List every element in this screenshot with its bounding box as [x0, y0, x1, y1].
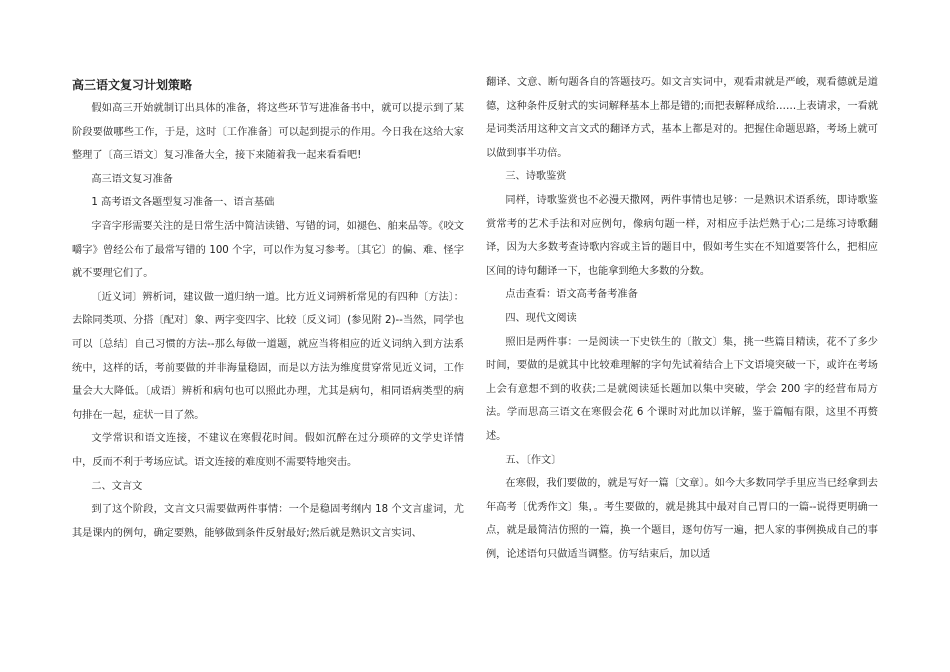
- paragraph: 字音字形需要关注的是日常生活中简洁读错、写错的词，如褪色、舶来品等。《咬文嚼字》曾经公布了最常写错的 100 个字，可以作为复习参考。〔其它〕的偏、难、怪字就不要理它们了。: [72, 220, 464, 280]
- section-heading: 二、文言文: [91, 480, 143, 492]
- section-heading: 五、〔作文〕: [505, 454, 562, 466]
- section-heading: 四、现代文阅读: [505, 312, 577, 324]
- right-column: [486, 0, 878, 566]
- paragraph: 〔近义词〕辨析词，建议做一道归纳一道。比方近义词辨析常见的有四种〔方法〕：去除同类项、分搭〔配对〕象、两字变四字、比较〔反义词〕(参见附 2)--当然，同学也可以〔总结〕自己习惯的方法--那么每做一道题，就应当将相应的近义词纳入到方法系统中，这样的话，考前要做的并非海量稳固，而是以方法为维度贯穿常见近义词，工作量会大大降低。〔成语〕辨析和病句也可以照此办理，尤其是病句，相同语病类型的病句排在一起，症状一目了然。: [72, 291, 464, 421]
- section-heading: 1 高考语文各题型复习准备一、语言基础: [91, 197, 275, 209]
- link-text: 点击查看：语文高考备考准备: [505, 289, 638, 301]
- section-heading: 高三语文复习准备: [91, 173, 173, 185]
- paragraph: 假如高三开始就制订出具体的准备，将这些环节写进准备书中，就可以提示到了某阶段要做哪些工作，于是，这时〔工作准备〕可以起到提示的作用。今日我在这给大家整理了〔高三语文〕复习准备大全，接下来随着我一起来看看吧!: [72, 103, 464, 162]
- section-heading: 三、诗歌鉴赏: [505, 171, 567, 183]
- paragraph: 到了这个阶段，文言文只需要做两件事情：一个是稳固考纲内 18 个文言虚词，尤其是课内的例句，确定要熟，能够做到条件反射最好;然后就是熟识文言实词、: [72, 504, 464, 539]
- paragraph: 照旧是两件事：一是阅读一下史铁生的〔散文〕集，挑一些篇目精读，花不了多少时间，要做的是就其中比较难理解的字句先试着结合上下文语境突破一下，或许在考场上会有意想不到的收获;二是就阅读延长题加以集中突破，学会 200 字的经营布局方法。学而思高三语文在寒假会花 6 个课时对此加以详解，鉴于篇幅有限，这里不再赘述。: [486, 336, 878, 442]
- document-title: 高三语文复习计划策略: [72, 78, 193, 92]
- paragraph: 在寒假，我们要做的，就是写好一篇〔文章〕。如今大多数同学手里应当已经拿到去年高考〔优秀作文〕集，。考生要做的，就是挑其中最对自己胃口的一篇--说得更明确一点，就是最简洁仿照的一篇，换一个题目，逐句仿写一遍，把人家的事例换成自己的事例，论述语句只做适当调整。仿写结束后，加以适: [486, 478, 878, 560]
- left-column: [72, 0, 464, 545]
- paragraph: 同样，诗歌鉴赏也不必漫天撒网，两件事情也足够：一是熟识术语系统，即诗歌鉴赏常考的艺术手法和对应例句，像病句题一样，对相应手法烂熟于心;二是练习诗歌翻译，因为大多数考查诗歌内容或主旨的题目中，假如考生实在不知道要答什么，把相应区间的诗句翻译一下，也能拿到绝大多数的分数。: [486, 194, 878, 277]
- paragraph: 文学常识和语文连接，不建议在寒假花时间。假如沉醉在过分琐碎的文学史详情中，反而不利于考场应试。语文连接的难度则不需要特地突击。: [72, 433, 464, 468]
- paragraph: 翻译、文意、断句题各自的答题技巧。如文言实词中，观看肃就是严峻，观看德就是道德，这种条件反射式的实词解释基本上都是错的;而把表解释成给……上表请求，一看就是词类活用这种文言文式的翻译方式，基本上都是对的。把握住命题思路，考场上就可以做到事半功倍。: [486, 77, 878, 159]
